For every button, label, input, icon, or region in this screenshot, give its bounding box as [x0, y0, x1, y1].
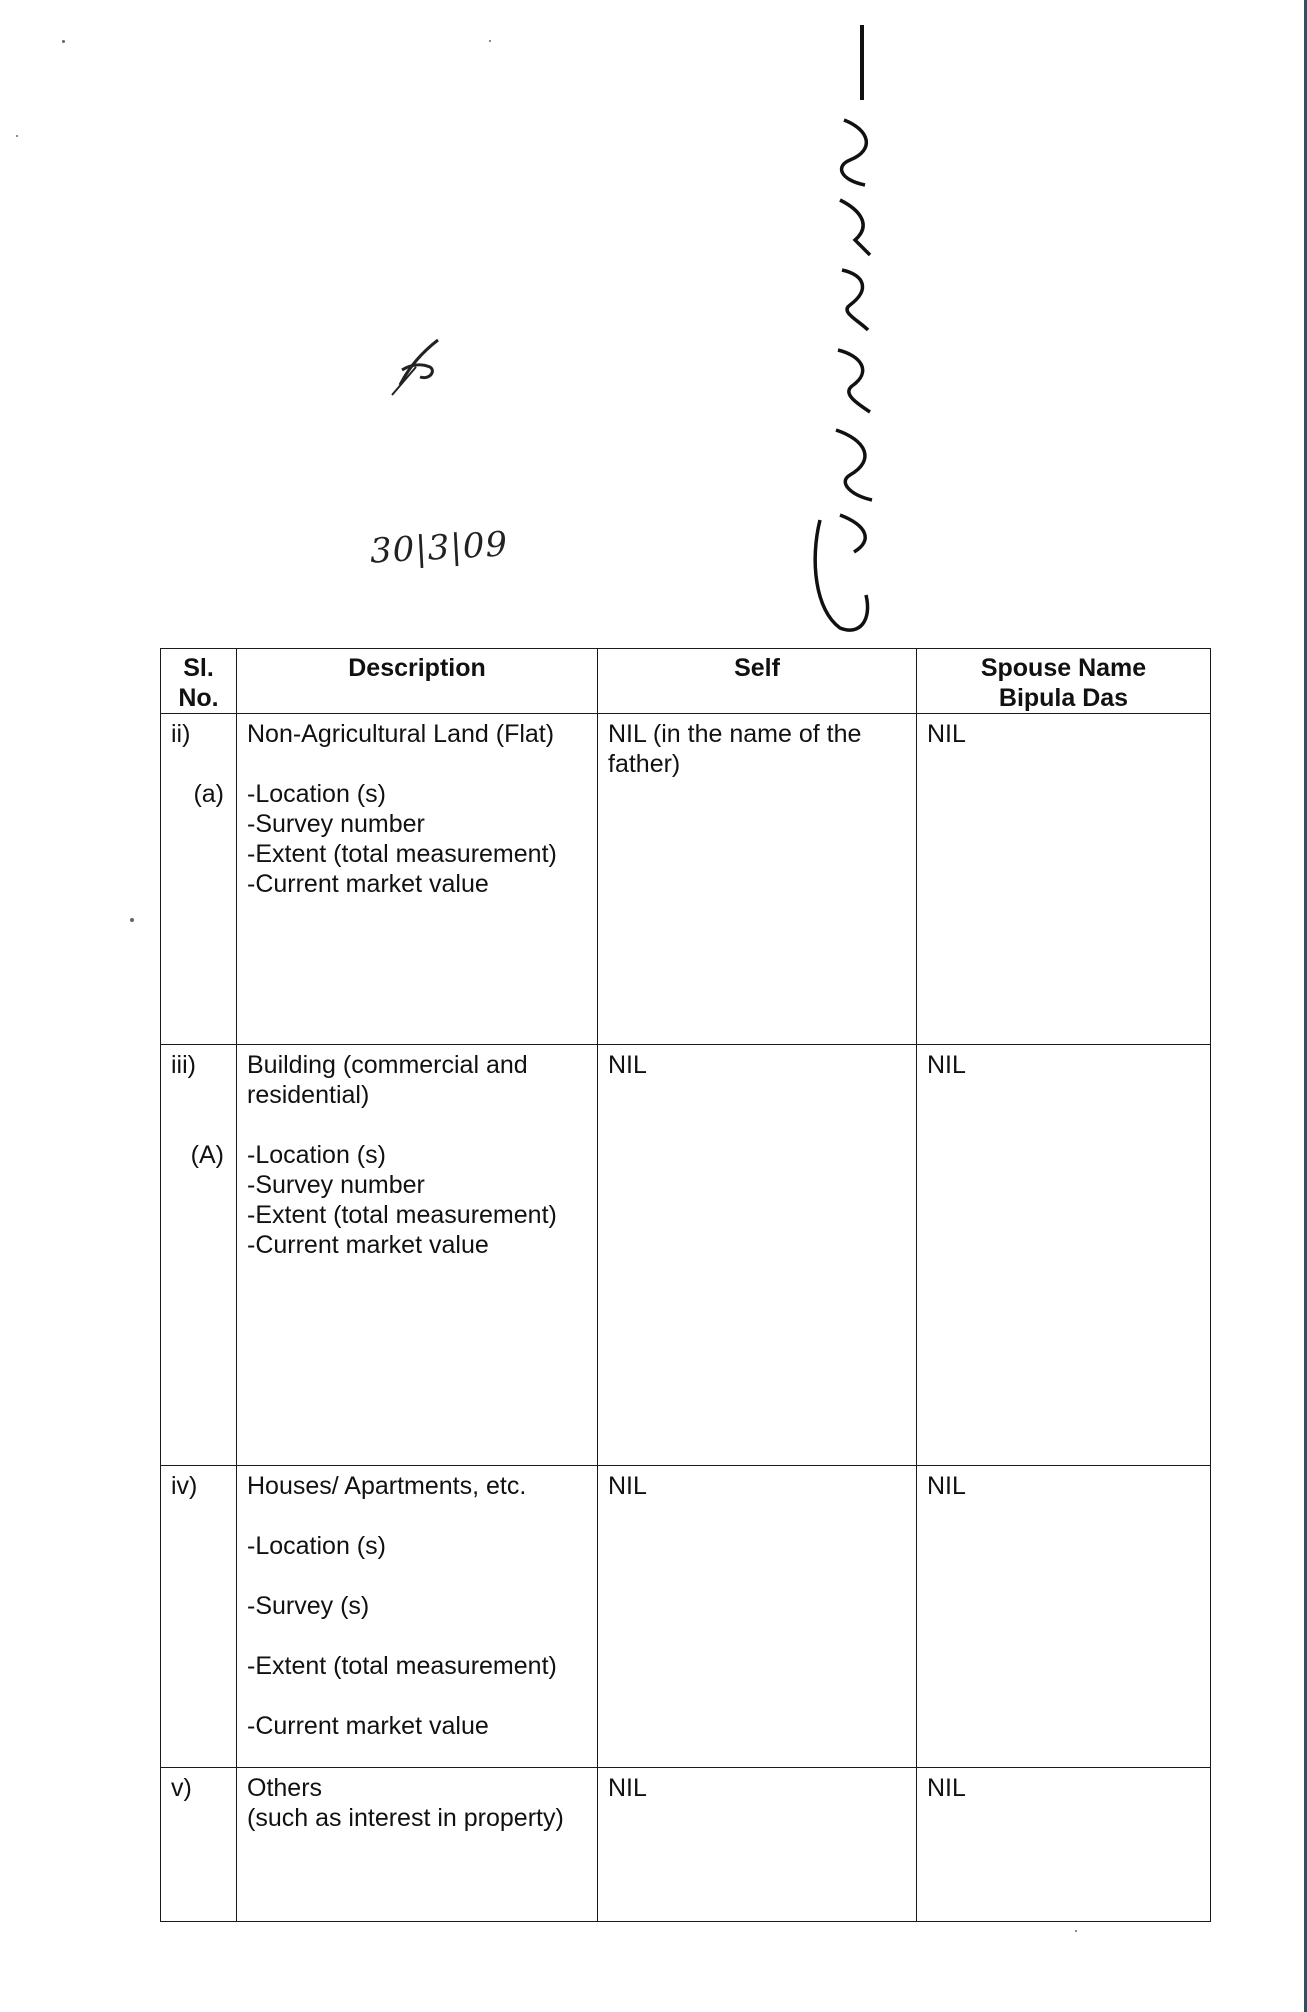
row-item: -Location (s): [247, 1141, 386, 1169]
row-description-cell: [237, 1466, 598, 1768]
row-item: -Current market value: [247, 1712, 489, 1740]
row-sl: iii): [171, 1051, 196, 1079]
row-item: -Location (s): [247, 1532, 386, 1560]
row-self-value: NIL (in the name of the father): [598, 714, 917, 1045]
table-row: [161, 1768, 1211, 1922]
row-self-value: NIL: [598, 1466, 917, 1768]
row-sl-cell: [161, 1768, 237, 1922]
row-sl-cell: [161, 1045, 237, 1466]
row-sl-cell: [161, 714, 237, 1045]
row-sub-label: (A): [190, 1141, 224, 1169]
property-declaration-table: [160, 648, 1211, 1922]
scan-speck: [489, 40, 491, 42]
scan-speck: [130, 918, 134, 922]
row-spouse-value: NIL: [917, 714, 1211, 1045]
row-spouse-value: NIL: [917, 1768, 1211, 1922]
row-description-cell: [237, 1768, 598, 1922]
row-title: Building (commercial and residential): [247, 1051, 528, 1109]
handwritten-date: 30|3|09: [369, 524, 510, 572]
vertical-handwritten-signature-icon: [780, 20, 900, 640]
row-item: -Survey (s): [247, 1592, 370, 1620]
header-self: Self: [598, 649, 917, 714]
table-row: [161, 714, 1211, 1045]
header-sl-no: Sl. No.: [161, 649, 237, 714]
scan-speck: [1075, 1930, 1077, 1932]
row-item: -Survey number: [247, 810, 425, 838]
row-sl: iv): [171, 1472, 198, 1500]
table-row: [161, 1045, 1211, 1466]
row-item: (such as interest in property): [247, 1804, 564, 1832]
header-spouse-name: Bipula Das: [998, 684, 1129, 712]
header-spouse: [917, 649, 1211, 714]
row-title: Others: [247, 1774, 323, 1802]
row-item: -Location (s): [247, 780, 386, 808]
row-sl: v): [171, 1774, 192, 1802]
crossed-initial-icon: [380, 325, 460, 405]
row-title: Non-Agricultural Land (Flat): [247, 720, 555, 748]
row-sl: ii): [171, 720, 191, 748]
header-description: Description: [237, 649, 598, 714]
row-item: -Extent (total measurement): [247, 1652, 557, 1680]
row-spouse-value: NIL: [917, 1045, 1211, 1466]
row-title: Houses/ Apartments, etc.: [247, 1472, 527, 1500]
row-self-value: NIL: [598, 1768, 917, 1922]
row-item: -Extent (total measurement): [247, 840, 557, 868]
table-header-row: [161, 649, 1211, 714]
row-description-cell: [237, 1045, 598, 1466]
scan-speck: [62, 40, 65, 43]
row-item: -Extent (total measurement): [247, 1201, 557, 1229]
scan-speck: [16, 135, 18, 137]
row-self-value: NIL: [598, 1045, 917, 1466]
row-item: -Current market value: [247, 870, 489, 898]
row-sl-cell: [161, 1466, 237, 1768]
row-item: -Current market value: [247, 1231, 489, 1259]
row-spouse-value: NIL: [917, 1466, 1211, 1768]
header-spouse-title: Spouse Name: [980, 654, 1147, 682]
row-item: -Survey number: [247, 1171, 425, 1199]
table-row: [161, 1466, 1211, 1768]
row-description-cell: [237, 714, 598, 1045]
row-sub-label: (a): [193, 780, 224, 808]
